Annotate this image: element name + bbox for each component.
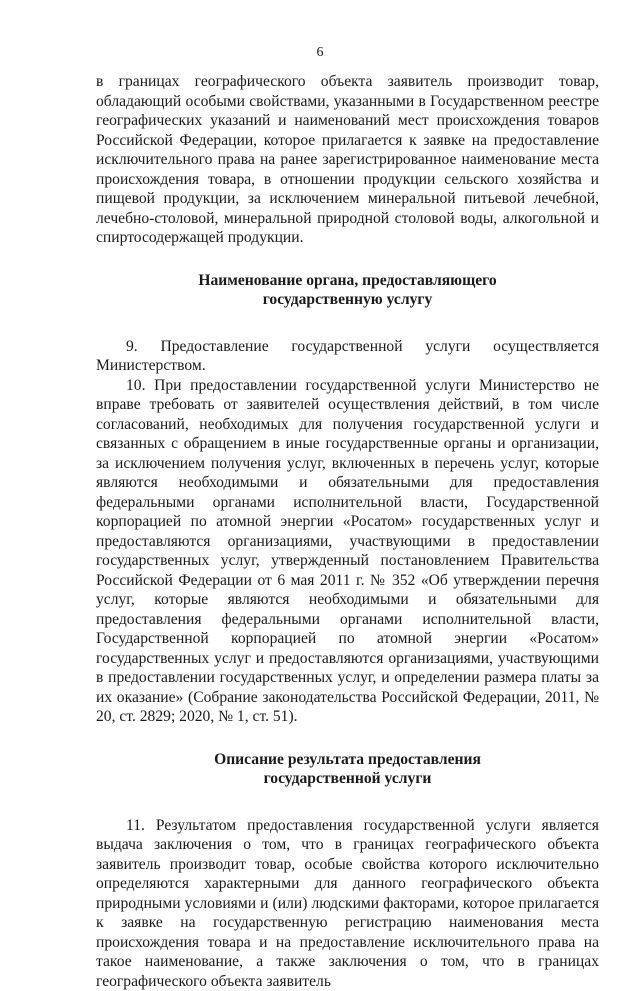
section-heading-result-line2: государственной услуги: [96, 769, 599, 789]
paragraph-11: 11. Результатом предоставления государственной услуги является выдача заключения о том, что в границах географического объекта заявитель производит товар, особые свойства которого исключительно определяются характерными для данного географического объекта природными условиями и (или) людскими факторами, которое прилагается к заявке на государственную регистрацию наименования места происхождения товара и на предоставление исключительного права на такое наименование, а также заключения о том, что в границах географического объекта заявитель: [96, 816, 599, 991]
section-heading-authority-line1: Наименование органа, предоставляющего: [96, 271, 599, 291]
paragraph-9: 9. Предоставление государственной услуги осуществляется Министерством.: [96, 337, 599, 376]
page-number: 6: [0, 45, 640, 61]
section-heading-result-line1: Описание результата предоставления: [96, 750, 599, 770]
paragraph-10: 10. При предоставлении государственной услуги Министерство не вправе требовать от заявителей осуществления действий, в том числе согласований, необходимых для получения государственной услуги и связанных с обращением в иные государственные органы и организации, за исключением получения услуг, включенных в перечень услуг, которые являются необходимыми и обязательными для предоставления федеральными органами исполнительной власти, Государственной корпорацией по атомной энергии «Росатом» государственных услуг и предоставляются организациями, участвующими в предоставлении государственных услуг, утвержденный постановлением Правительства Российской Федерации от 6 мая 2011 г. № 352 «Об утверждении перечня услуг, которые являются необходимыми и обязательными для предоставления федеральными органами исполнительной власти, Государственной корпорацией по атомной энергии «Росатом» государственных услуг и предоставляются организациями, участвующими в предоставлении государственных услуг, и определении размера платы за их оказание» (Собрание законодательства Российской Федерации, 2011, № 20, ст. 2829; 2020, № 1, ст. 51).: [96, 376, 599, 727]
document-body: [96, 72, 599, 991]
paragraph-continuation: в границах географического объекта заявитель производит товар, обладающий особыми свойствами, указанными в Государственном реестре географических указаний и наименований мест происхождения товаров Российской Федерации, которое прилагается к заявке на предоставление исключительного права на ранее зарегистрированное наименование места происхождения товара, в отношении продукции сельского хозяйства и пищевой продукции, за исключением минеральной питьевой лечебной, лечебно-столовой, минеральной природной столовой воды, алкогольной и спиртосодержащей продукции.: [96, 72, 599, 248]
section-heading-authority-line2: государственную услугу: [96, 290, 599, 310]
